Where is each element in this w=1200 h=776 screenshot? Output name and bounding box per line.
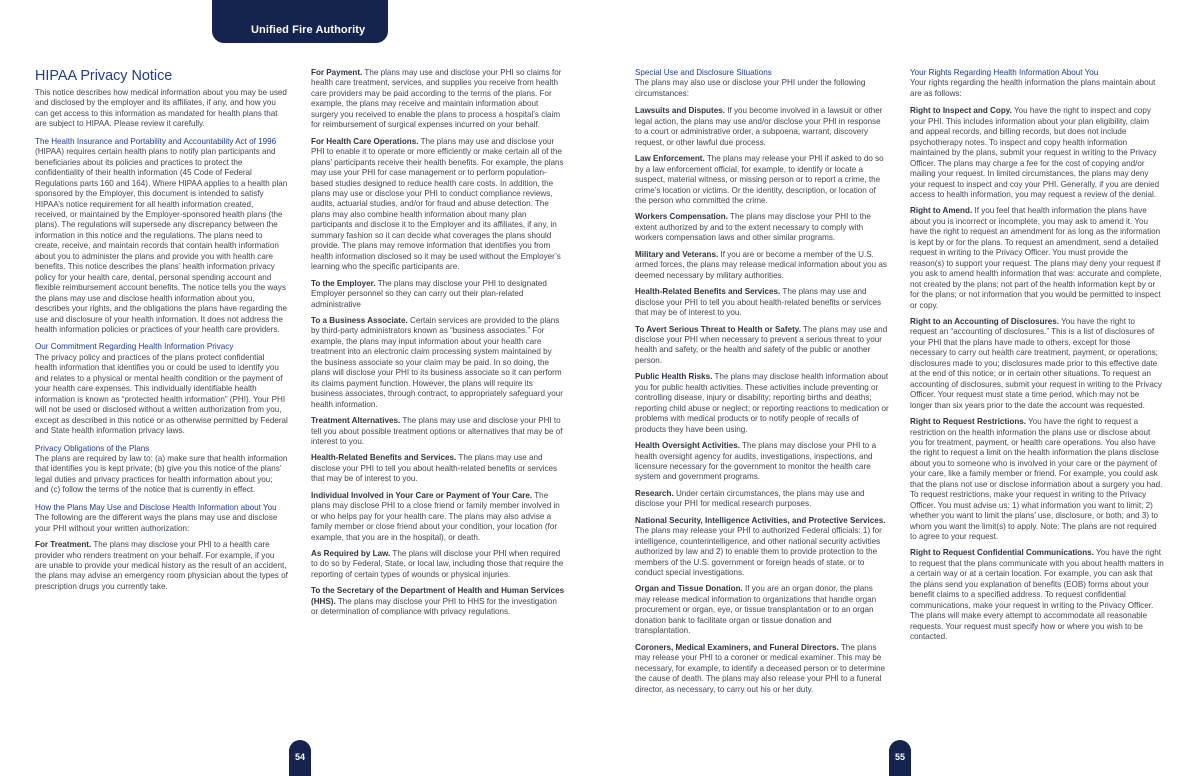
operations-text: The plans may use and disclose your PHI to enable it to operate or more efficiently or make certain all of the plans’ participants receive their health benefits. For example, the plans may use your PHI for case management or to perform population-based studies designed to reduce health care costs. In addition, the plans may use or disclose your PHI to conduct compliance reviews, audits, actuarial studies, and/or for fraud and abuse detection. The plans may also combine health information about many plan participants and disclose it to the Employer and its affiliates, if any, in summary fashion so it can decide what coverages the plans should provide. The plans may remove information that identifies you from health information disclosed so it may be used without the Employer’s learning who the specific participants are. [311, 136, 564, 272]
obligations-paragraph: The plans are required by law to: (a) make sure that health information that identifies you is kept private; (b) give you this notice of the plans’ legal duties and privacy practices for health information about you; and (c) follow the terms of the notice that is currently in effect. [35, 453, 288, 495]
associate-text: Certain services are provided to the plans by third-party administrators known as “business associates.” For example, the plans may input information about your health care treatment into an electronic claim processing system maintained by the business associate so your claim may be paid. In so doing, the plans will disclose your PHI to its business associate so it can perform its claims payment function. However, the plans will require its business associates, through contract, to appropriately safeguard your health information. [311, 315, 563, 409]
secretary-text: The plans may disclose your PHI to HHS for the investigation or determination of compliance with privacy regulations. [311, 596, 557, 617]
secretary-paragraph [311, 586, 565, 617]
research-paragraph [635, 489, 889, 510]
column-1 [35, 68, 288, 599]
rights-paragraph: Your rights regarding the health information the plans maintain about are as follows: [910, 78, 1156, 98]
column-3 [635, 68, 889, 701]
law-text: The plans will disclose your PHI when required to do so by Federal, State, or local law, including those that require the reporting of certain types of wounds or physical injuries. [311, 549, 564, 579]
operations-lead: For Health Care Operations. [311, 136, 419, 146]
publichealth-paragraph [635, 372, 889, 435]
individual-text: The plans may disclose PHI to a close friend or family member involved in or who helps pay for your health care. The plans may also advise a family member or close friend about your condition, your location (for example, that you are in the hospital), or death. [311, 490, 560, 542]
column-4 [910, 68, 1164, 649]
org-name: Unified Fire Authority [251, 24, 366, 36]
secretary-lead: To the Secretary of the Department of Health and Human Services (HHS). [311, 586, 565, 606]
enforcement-paragraph [635, 154, 889, 206]
restrict-lead: Right to Request Restrictions. [910, 417, 1027, 427]
alternatives-lead: Treatment Alternatives. [311, 416, 401, 426]
oversight-paragraph [635, 441, 889, 483]
hipaa-heading: The Health Insurance and Portability and Accountability Act of 1996 [35, 136, 277, 146]
commitment-paragraph: The privacy policy and practices of the plans protect confidential health information that identifies you or could be used to identify you and relates to a physical or mental health condition or the payment of your health care expenses. This individually identifiable health information is known as “protected health information” (PHI). Your PHI will not be used or disclosed without a written authorization from you, except as described in this notice or as otherwise permitted by Federal and State health information privacy laws. [35, 352, 288, 436]
threat-paragraph [635, 325, 889, 367]
research-text: Under certain circumstances, the plans may use and disclose your PHI for medical research purposes. [635, 488, 865, 509]
special-heading: Special Use and Disclosure Situations [635, 68, 772, 77]
threat-lead: To Avert Serious Threat to Health or Safety. [635, 324, 801, 334]
column-2 [311, 68, 565, 624]
healthrel-lead: Health-Related Benefits and Services. [635, 287, 781, 297]
lawsuits-text: If you become involved in a lawsuit or other legal action, the plans may use and/or disclose your PHI in response to a court or administrative order, a subpoena, warrant, discovery request, or other lawful due process. [635, 106, 883, 147]
employer-lead: To the Employer. [311, 278, 376, 288]
inspect-text: You have the right to inspect and copy your PHI. This includes information about your plan eligibility, claim and appeal records, and billing records, but does not include psychotherapy notes. To inspect and copy health information maintained by the plans, submit your request in writing to the Privacy Officer. The plans may charge a fee for the cost of copying and/or mailing your request. In limited circumstances, the plans may deny your request to inspect and coy your PHI. Generally, if you are denied access to health information, you may request a review of the denial. [910, 106, 1160, 199]
page-title: HIPAA Privacy Notice [35, 68, 173, 84]
confidential-text: You have the right to request that the plans communicate with you about health matters in a certain way or at a certain location. For example, you can ask that the plans send you explanation of benefits (EOB) forms about your benefit claims to a specified address. To request confidential communications, make your request in writing to the Privacy Officer. The plans will make every attempt to accommodate all reasonable requests. Your request must specify how or where you wish to be contacted. [910, 548, 1164, 642]
lawsuits-lead: Lawsuits and Disputes. [635, 106, 725, 116]
accounting-lead: Right to an Accounting of Disclosures. [910, 316, 1059, 326]
organ-text: If you are an organ donor, the plans may release medical information to organizations that handle organ procurement or organ, eye, or tissue transplantation or to an organ donation bank to facilitate organ or tissue donation and transplantation. [635, 584, 877, 636]
payment-paragraph [311, 68, 565, 131]
benefits-text: The plans may use and disclose your PHI to tell you about health-related benefits or services that may be of interest to you. [311, 453, 558, 484]
intro-paragraph: This notice describes how medical information about you may be used and disclosed by the employer and its affiliates, if any, and how you can get access to this information as mandated for health plans that are subject to HIPAA. Please review it carefully. [35, 88, 287, 129]
law-paragraph [311, 549, 565, 580]
coroners-text: The plans may release your PHI to a coroner or medical examiner. This may be necessary, for example, to identify a deceased person or to determine the cause of death. The plans may also release your PHI to a funeral director, as necessary, to carry out his or her duty. [635, 642, 885, 694]
amend-paragraph [910, 206, 1164, 311]
alternatives-text: The plans may use and disclose your PHI to tell you about possible treatment options or alternatives that may be of interest to you. [311, 416, 563, 446]
accounting-text: You have the right to request an “accounting of disclosures.” This is a list of disclosures of your PHI that the plans have made to others, except for those necessary to carry out health care treatment, payment, or operations; disclosures made to you; disclosures made prior to this effective date at the end of this notice; or in certain other situations. To request an accounting of disclosures, submit your request in writing to the Privacy Officer. Your request must state a time period, which may not be longer than six years prior to the date the account was requested. [910, 316, 1162, 410]
amend-text: If you feel that health information the plans have about you is incorrect or incomplete, you may ask to amend it. You have the right to request an amendment for as long as the information is kept by or for the plans. To request an amendment, send a detailed request in writing to the Privacy Officer. You must provide the reason(s) to support your request. The plans may deny your request if you ask to amend health information that was: accurate and complete, not created by the plans; not part of the health information kept by or for the plans; or not information that you would be permitted to inspect or copy. [910, 206, 1162, 310]
amend-lead: Right to Amend. [910, 206, 973, 216]
benefits-lead: Health-Related Benefits and Services. [311, 453, 457, 463]
confidential-paragraph [910, 548, 1164, 642]
treatment-paragraph [35, 540, 288, 592]
page-number-right-label: 55 [894, 752, 905, 762]
page-number-left-label: 54 [294, 752, 305, 762]
employer-paragraph [311, 279, 565, 310]
publichealth-lead: Public Health Risks. [635, 372, 713, 382]
workers-text: The plans may disclose your PHI to the extent authorized by and to the extent necessary to comply with workers compensation laws and other similar programs. [635, 212, 871, 243]
rights-heading: Your Rights Regarding Health Information About You [910, 68, 1099, 77]
special-paragraph: The plans may also use or disclose your PHI under the following circumstances: [635, 78, 866, 98]
healthrel-paragraph [635, 287, 889, 318]
inspect-paragraph [910, 106, 1164, 200]
associate-lead: To a Business Associate. [311, 315, 408, 325]
military-paragraph [635, 250, 889, 281]
how-use-heading: How the Plans May Use and Disclose Health Information about You [35, 502, 277, 512]
security-text: The plans may release your PHI to authorized Federal officials: 1) for intelligence, counterintelligence, and other national security activities authorized by law and 2) to enable them to provide protection to the members of the U.S. government or foreign heads of state, or to conduct special investigations. [635, 526, 882, 578]
page-number-right [889, 740, 911, 776]
treatment-lead: For Treatment. [35, 540, 92, 550]
confidential-lead: Right to Request Confidential Communications. [910, 548, 1094, 558]
lawsuits-paragraph [635, 106, 889, 148]
security-lead: National Security, Intelligence Activities, and Protective Services. [635, 515, 886, 525]
law-lead: As Required by Law. [311, 549, 391, 559]
coroners-lead: Coroners, Medical Examiners, and Funeral Directors. [635, 642, 839, 652]
enforcement-lead: Law Enforcement. [635, 154, 705, 164]
employer-text: The plans may disclose your PHI to designated Employer personnel so they can carry out their plan-related administrative [311, 278, 547, 309]
threat-text: The plans may use and disclose your PHI when necessary to prevent a serious threat to your health and safety, or the health and safety of the public or another person. [635, 324, 888, 365]
treatment-text: The plans may disclose your PHI to a health care provider who renders treatment on your behalf. For example, if you are unable to provide your medical history as the result of an accident, the plans may advise an emergency room physician about the types of prescription drugs you currently take. [35, 540, 288, 591]
individual-paragraph [311, 491, 565, 543]
alternatives-paragraph [311, 416, 565, 447]
operations-paragraph [311, 137, 565, 273]
oversight-lead: Health Oversight Activities. [635, 441, 740, 451]
coroners-paragraph [635, 643, 889, 695]
individual-lead: Individual Involved in Your Care or Payment of Your Care. [311, 490, 533, 500]
organ-paragraph [635, 584, 889, 636]
security-paragraph [635, 516, 889, 579]
header-tab [212, 0, 388, 43]
inspect-lead: Right to Inspect and Copy. [910, 106, 1012, 116]
page-number-left [289, 740, 311, 776]
workers-paragraph [635, 212, 889, 243]
associate-paragraph [311, 316, 565, 410]
restrict-paragraph [910, 417, 1164, 542]
hipaa-paragraph: (HIPAA) requires certain health plans to notify plan participants and beneficiaries about its policies and practices to protect the confidentiality of their health information (45 Code of Federal Regulations parts 160 and 164). Where HIPAA applies to a health plan sponsored by the Employer, this document is intended to satisfy HIPAA’s notice requirement for all health information created, received, or maintained by the Employer-sponsored health plans (the plans). The regulations will supersede any discrepancy between the information in this notice and the regulations. The plans need to create, receive, and maintain records that contain health information about you to administer the plans and provide you with health care benefits. This notice describes the plans’ health information privacy policy for your health care, dental, personal spending account and flexible reimbursement account benefits. The notice tells you the ways the plans may use and disclose health information about you, describes your rights, and the obligations the plans have regarding the use and disclosure of your health information. It does not address the health information policies or practices of your health care providers. [35, 147, 288, 334]
payment-lead: For Payment. [311, 68, 363, 77]
military-lead: Military and Veterans. [635, 249, 719, 259]
oversight-text: The plans may disclose your PHI to a health oversight agency for audits, investigations, inspections, and licensure necessary for the government to monitor the health care system and government programs. [635, 441, 877, 482]
organ-lead: Organ and Tissue Donation. [635, 584, 743, 594]
payment-text: The plans may use and disclose your PHI so claims for health care treatment, services, and supplies you receive from health care providers may be paid according to the terms of the plans. For example, the plans may receive and maintain information about surgery you received to enable the plans to process a hospital’s claim for reimbursement of surgical expenses incurred on your behalf. [311, 68, 562, 130]
workers-lead: Workers Compensation. [635, 212, 728, 222]
how-use-paragraph: The following are the different ways the plans may use and disclose your PHI without your written authorization: [35, 513, 278, 533]
accounting-paragraph [910, 317, 1164, 411]
military-text: If you are or become a member of the U.S. armed forces, the plans may release medical information about you as deemed necessary by military authorities. [635, 249, 887, 280]
enforcement-text: The plans may release your PHI if asked to do so by a law enforcement official, for example, to identify or locate a suspect, material witness, or missing person or to report a crime, the crime’s location or victims. Or the identity, description, or location of the person who committed the crime. [635, 154, 884, 205]
restrict-text: You have the right to request a restriction on the health information the plans use or disclose about you for treatment, payment, or health care operations. You also have the right to request a limit on the health information the plans disclose about you to someone who is involved in your care or the payment of your care, like a family member or friend. For example, you could ask that the plans not use or disclose information about a surgery you had. To request restrictions, make your request in writing to the Privacy Officer. You must advise us: 1) what information you want to limit; 2) whether you want to limit the plans’ use, disclosure, or both; and 3) to whom you want the limit(s) to apply. Note: The plans are not required to agree to your request. [910, 417, 1163, 542]
benefits-paragraph [311, 453, 565, 484]
commitment-heading: Our Commitment Regarding Health Information Privacy [35, 342, 234, 352]
research-lead: Research. [635, 488, 674, 498]
publichealth-text: The plans may disclose health information about you for public health activities. These activities include preventing or controlling disease, injury or disability; reporting births and deaths; reporting child abuse or neglect; or reporting reactions to medication or problems with medical products or to notify people of recalls of products they have been using. [635, 372, 889, 434]
healthrel-text: The plans may use and disclose your PHI to tell you about health-related benefits or services that may be of interest to you. [635, 287, 882, 318]
obligations-heading: Privacy Obligations of the Plans [35, 443, 150, 453]
